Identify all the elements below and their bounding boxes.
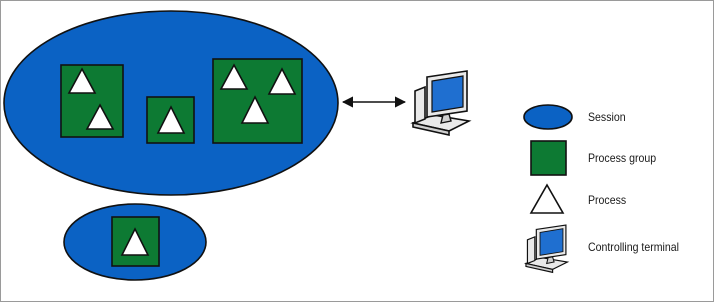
legend-computer-icon <box>526 225 567 272</box>
legend-process-triangle <box>531 185 563 213</box>
process-group <box>147 97 194 143</box>
legend-symbols <box>524 105 572 272</box>
session-1 <box>4 11 338 195</box>
session-2 <box>64 204 206 280</box>
process-group <box>213 59 302 143</box>
legend-process-group-label: Process group <box>588 151 657 165</box>
computer-icon <box>413 71 469 135</box>
legend-process-label: Process <box>588 193 627 207</box>
process-group <box>112 217 159 266</box>
process-group <box>61 65 123 137</box>
legend-session-ellipse <box>524 105 572 129</box>
legend-session-label: Session <box>588 110 626 124</box>
legend-controlling-terminal-label: Controlling terminal <box>588 240 679 254</box>
legend-process-group-square <box>531 141 566 175</box>
